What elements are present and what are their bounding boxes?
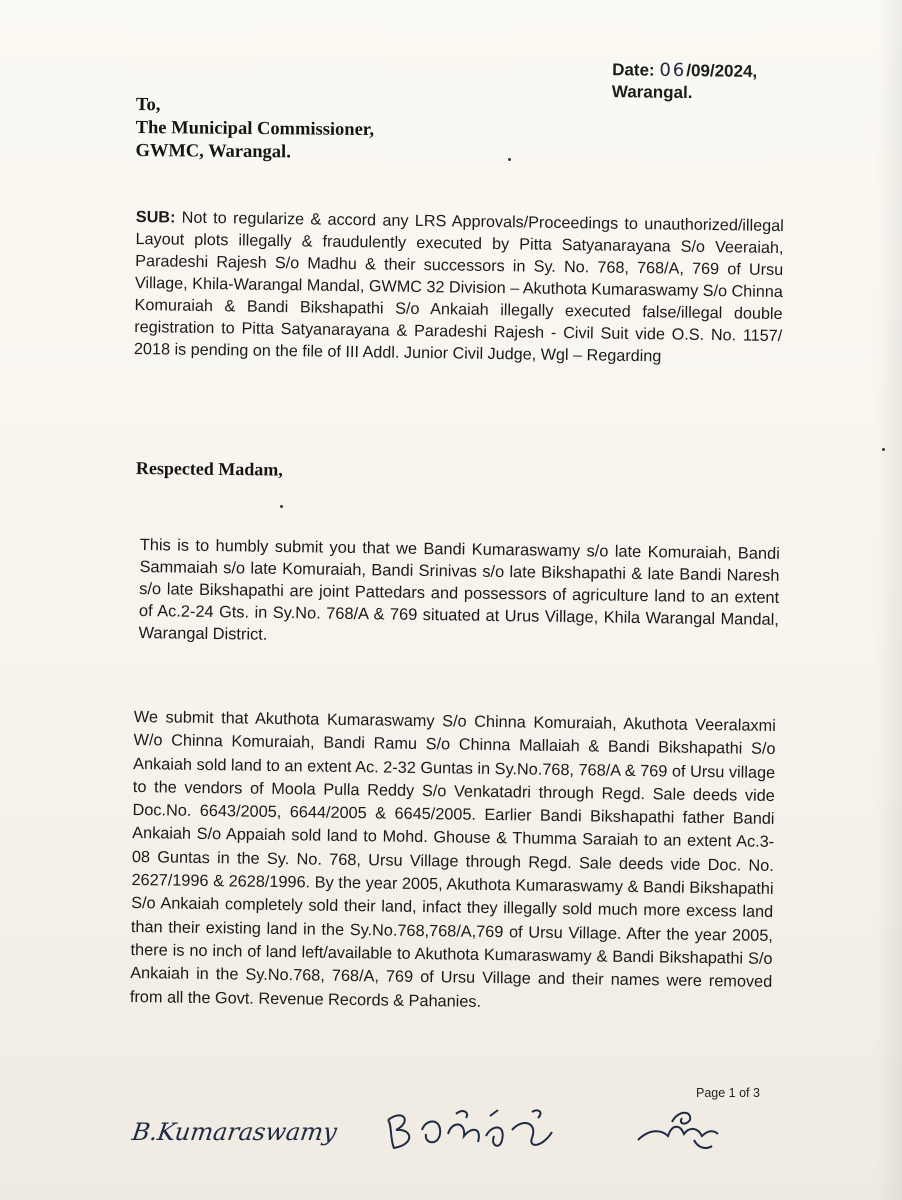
signature-kumaraswamy-text: B.Kumaraswamy bbox=[130, 1118, 339, 1146]
page-shadow bbox=[876, 0, 902, 1200]
date-day-handwritten: 06 bbox=[659, 59, 687, 82]
salutation: Respected Madam, bbox=[135, 458, 283, 480]
paper-speck bbox=[280, 505, 283, 508]
addressee-to: To, bbox=[135, 94, 161, 116]
addressee-office: GWMC, Warangal. bbox=[135, 140, 291, 163]
date-line bbox=[612, 59, 757, 83]
paper-speck bbox=[508, 158, 511, 161]
date-month-year: /09/2024, bbox=[686, 61, 758, 81]
signature-telugu bbox=[382, 1100, 572, 1160]
date-place: Warangal. bbox=[611, 82, 693, 103]
addressee-block bbox=[135, 94, 374, 165]
signature-kumaraswamy bbox=[130, 1106, 376, 1154]
page-number: Page 1 of 3 bbox=[696, 1086, 760, 1100]
addressee-title: The Municipal Commissioner, bbox=[135, 117, 375, 141]
subject-paragraph bbox=[134, 206, 784, 369]
date-label: Date: bbox=[612, 60, 655, 80]
signatures-area bbox=[120, 1100, 760, 1170]
body-paragraph-1: This is to humbly submit you that we Bandi Kumaraswamy s/o late Komuraiah, Bandi Sammaiah s/o late Komuraiah, Bandi Srinivas s/o late Bikshapathi & late Bandi Naresh s/o late Bikshapathi are joint Pattedars and possessors of agriculture land to an extent of Ac.2-24 Gts. in Sy.No. 768/A & 769 situated at Urus Village, Khila Warangal Mandal, Warangal District. bbox=[138, 535, 780, 644]
paper-speck bbox=[882, 448, 885, 451]
subject-label: SUB: bbox=[135, 207, 176, 227]
date-block bbox=[612, 59, 758, 105]
signature-initials bbox=[632, 1100, 722, 1160]
subject-text: Not to regularize & accord any LRS Approvals/Proceedings to unauthorized/illegal Layout plots illegally & fraudulently executed by Pitta Satyanarayana S/o Veeraiah, Paradeshi Rajesh S/o Madhu & their successors in Sy. No. 768, 768/A, 769 of Ursu Village, Khila-Warangal Mandal, GWMC 32 Division – Akuthota Kumaraswamy S/o Chinna Komuraiah & Bandi Bikshapathi S/o Ankaiah illegally executed false/illegal double registration to Pitta Satyanarayana & Paradeshi Rajesh - Civil Suit vide O.S. No. 1157/ 2018 is pending on the file of III Addl. Junior Civil Judge, Wgl – Regarding bbox=[133, 208, 784, 366]
body-paragraph-2: We submit that Akuthota Kumaraswamy S/o Chinna Komuraiah, Akuthota Veeralaxmi W/o Chinna Komuraiah, Bandi Ramu S/o Chinna Mallaiah & Bandi Bikshapathi S/o Ankaiah sold land to an extent Ac. 2-32 Guntas in Sy.No.768, 768/A & 769 of Ursu village to the vendors of Moola Pulla Reddy S/o Venkatadri through Regd. Sale deeds vide Doc.No. 6643/2005, 6644/2005 & 6645/2005. Earlier Bandi Bikshapathi father Bandi Ankaiah S/o Appaiah sold land to Mohd. Ghouse & Thumma Saraiah to an extent Ac.3-08 Guntas in the Sy. No. 768, Ursu Village through Regd. Sale deeds vide Doc. No. 2627/1996 & 2628/1996. By the year 2005, Akuthota Kumaraswamy & Bandi Bikshapathi S/o Ankaiah completely sold their land, infact they illegally sold much more excess land than their existing land in the Sy.No.768,768/A,769 of Ursu Village. After the year 2005, there is no inch of land left/available to Akuthota Kumaraswamy & Bandi Bikshapathi S/o Ankaiah in the Sy.No.768, 768/A, 769 of Ursu Village and their names were removed from all the Govt. Revenue Records & Pahanies. bbox=[129, 707, 776, 1011]
